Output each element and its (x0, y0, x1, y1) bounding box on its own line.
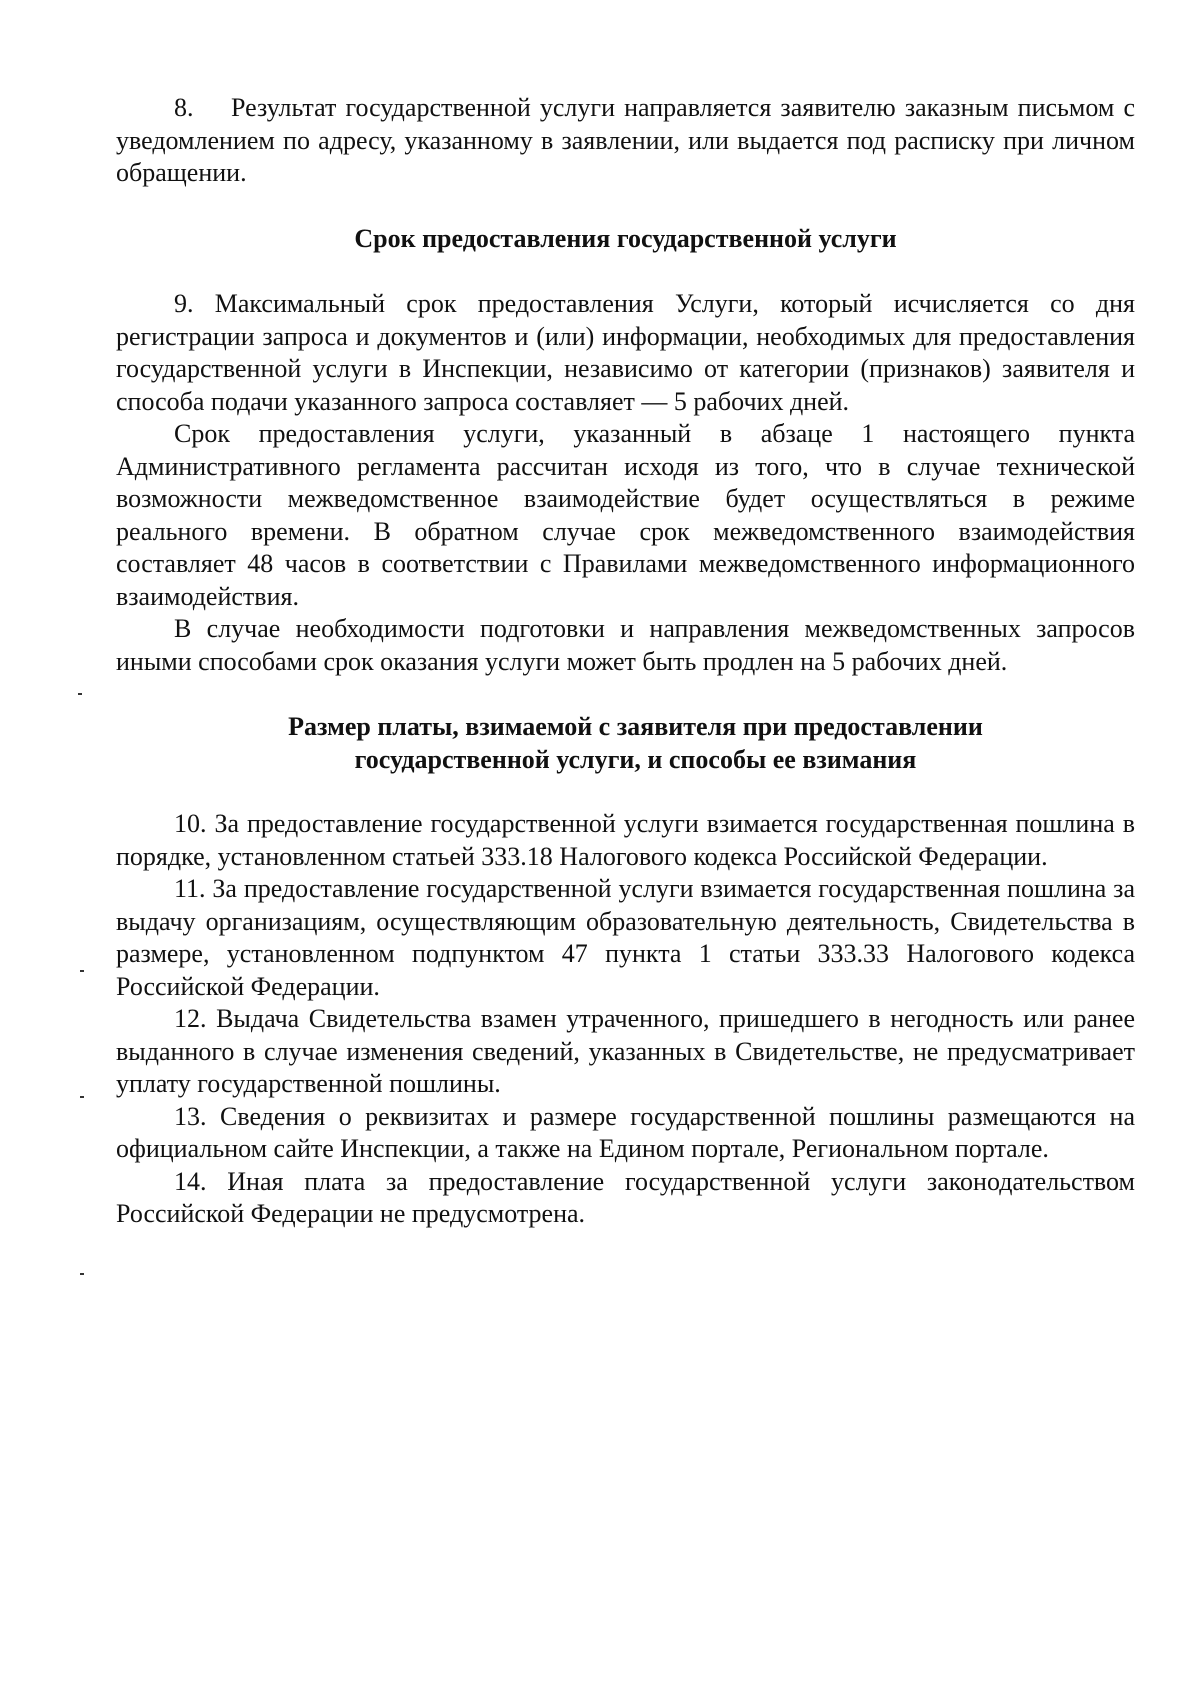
section-heading-term: Срок предоставления государственной услуги (354, 223, 897, 253)
section-heading-fee (116, 711, 1135, 776)
paragraph-8-number: 8. (174, 93, 194, 122)
paragraph-8-text: Результат государственной услуги направляется заявителю заказным письмом с уведомлением по адресу, указанному в заявлении, или выдается под расписку при личном обращении. (116, 93, 1135, 187)
paragraph-8 (116, 92, 1135, 190)
paragraph-9-term-note: Срок предоставления услуги, указанный в абзаце 1 настоящего пункта Административного регламента рассчитан исходя из того, что в случае технической возможности межведомственное взаимодействие будет осуществляться в режиме реального времени. В обратном случае срок межведомственного взаимодействия составляет 48 часов в соответствии с Правилами межведомственного информационного взаимодействия. (116, 419, 1135, 611)
scan-speck (80, 1273, 84, 1275)
paragraph-14: 14. Иная плата за предоставление государственной услуги законодательством Российской Федерации не предусмотрена. (116, 1166, 1135, 1228)
paragraph-12: 12. Выдача Свидетельства взамен утраченного, пришедшего в негодность или ранее выданного в случае изменения сведений, указанных в Свидетельстве, не предусматривает уплату государственной пошлины. (116, 1004, 1135, 1098)
paragraph-9-extension: В случае необходимости подготовки и направления межведомственных запросов иными способами срок оказания услуги может быть продлен на 5 рабочих дней. (116, 614, 1135, 676)
document-body (116, 92, 1135, 1231)
scan-speck (80, 1096, 84, 1098)
scan-speck (78, 693, 82, 695)
paragraph-10: 10. За предоставление государственной услуги взимается государственная пошлина в порядке, установленном статьей 333.18 Налогового кодекса Российской Федерации. (116, 809, 1135, 871)
paragraph-11: 11. За предоставление государственной услуги взимается государственная пошлина за выдачу организациям, осуществляющим образовательную деятельность, Свидетельства в размере, установленном подпунктом 47 пункта 1 статьи 333.33 Налогового кодекса Российской Федерации. (116, 874, 1135, 1001)
section-heading-fee-line-1: Размер платы, взимаемой с заявителя при предоставлении (288, 712, 983, 741)
paragraph-13: 13. Сведения о реквизитах и размере государственной пошлины размещаются на официальном сайте Инспекции, а также на Едином портале, Региональном портале. (116, 1101, 1135, 1163)
section-heading-fee-line-2: государственной услуги, и способы ее взимания (354, 744, 917, 774)
paragraph-9: 9. Максимальный срок предоставления Услуги, который исчисляется со дня регистрации запроса и документов и (или) информации, необходимых для предоставления государственной услуги в Инспекции, независимо от категории (признаков) заявителя и способа подачи указанного запроса составляет — 5 рабочих дней. (116, 289, 1135, 416)
scan-speck (80, 970, 84, 972)
